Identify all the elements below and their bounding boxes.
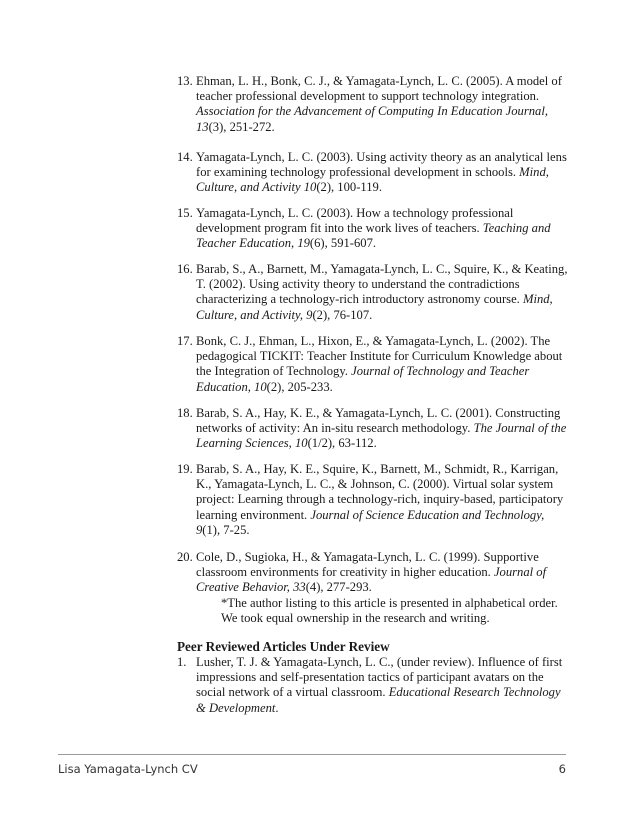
reference-authors-title: Yamagata-Lynch, L. C. (2003). How a technology professional development program fit into the work lives of teachers. xyxy=(196,206,514,236)
reference-authors-title: Barab, S., A., Barnett, M., Yamagata-Lynch, L. C., Squire, K., & Keating, T. (2002). Using activity theory to understand the contradictions characterizing a technology-rich introductory astronomy course. xyxy=(196,262,568,307)
reference-number: 15. xyxy=(177,206,193,220)
reference-text xyxy=(196,206,569,252)
reference-journal: Mind, Culture, and Activity 10 xyxy=(196,165,549,195)
review-number: 1. xyxy=(177,655,187,669)
reference-item-18 xyxy=(177,406,569,452)
reference-journal: Mind, Culture, and Activity, 9 xyxy=(196,292,553,322)
reference-item-19 xyxy=(177,462,569,538)
review-item-1 xyxy=(177,655,569,716)
footer-author: Lisa Yamagata-Lynch CV xyxy=(58,762,198,776)
reference-item-20 xyxy=(177,550,569,626)
reference-journal: Association for the Advancement of Computing In Education Journal, 13 xyxy=(196,104,548,134)
reference-text xyxy=(196,550,569,626)
reference-authors-title: Cole, D., Sugioka, H., & Yamagata-Lynch, L. C. (1999). Supportive classroom environments for creativity in higher education. xyxy=(196,550,539,580)
page-number: 6 xyxy=(558,762,566,776)
reference-journal: Journal of Technology and Teacher Education, 10 xyxy=(196,364,530,394)
reference-journal: Journal of Creative Behavior, 33 xyxy=(196,565,547,595)
reference-pages: (6), 591-607. xyxy=(309,236,377,251)
reference-text xyxy=(196,334,569,395)
reference-number: 14. xyxy=(177,150,193,164)
reference-number: 16. xyxy=(177,262,193,276)
reference-authors-title: Yamagata-Lynch, L. C. (2003). Using activity theory as an analytical lens for examining technology professional development in schools. xyxy=(196,150,567,180)
reference-pages: (1/2), 63-112. xyxy=(307,436,377,451)
section-heading: Peer Reviewed Articles Under Review xyxy=(177,639,390,654)
reference-item-15 xyxy=(177,206,569,252)
reference-authors-title: Barab, S. A., Hay, K. E., Squire, K., Barnett, M., Schmidt, R., Karrigan, K., Yamagata-Lynch, L. C., & Johnson, C. (2000). Virtual solar system project: Learning through a technology-rich, inquiry-based, participatory learning environment. xyxy=(196,462,564,522)
reference-journal: Journal of Science Education and Technology, 9 xyxy=(196,507,545,537)
reference-text xyxy=(196,150,569,196)
reference-pages: (4), 277-293. xyxy=(305,580,372,595)
reference-authors-title: Barab, S. A., Hay, K. E., & Yamagata-Lynch, L. C. (2001). Constructing networks of activity: An in-situ research methodology. xyxy=(196,406,561,436)
reference-authors-title: Ehman, L. H., Bonk, C. J., & Yamagata-Lynch, L. C. (2005). A model of teacher professional development to support technology integration. xyxy=(196,74,562,104)
reference-pages: (2), 76-107. xyxy=(312,307,373,322)
reference-item-16 xyxy=(177,262,569,323)
reference-number: 20. xyxy=(177,550,193,564)
review-period: . xyxy=(275,700,279,715)
author-note: *The author listing to this article is presented in alphabetical order. We took equal ownership in the research and writing. xyxy=(221,595,558,625)
reference-authors-title: Bonk, C. J., Ehman, L., Hixon, E., & Yamagata-Lynch, L. (2002). The pedagogical TICKIT: Teacher Institute for Curriculum Knowledge about the Integration of Technology. xyxy=(196,334,563,379)
review-authors-title: Lusher, T. J. & Yamagata-Lynch, L. C., (under review). Influence of first impressions and self-presentation tactics of participant avatars on the social network of a virtual classroom. xyxy=(196,655,563,700)
reference-number: 19. xyxy=(177,462,193,476)
reference-number: 17. xyxy=(177,334,193,348)
reference-item-14 xyxy=(177,150,569,196)
reference-pages: (3), 251-272. xyxy=(208,119,275,134)
reference-journal: Teaching and Teacher Education, 19 xyxy=(196,221,551,251)
reference-text xyxy=(196,406,569,452)
footer-divider xyxy=(58,754,566,755)
reference-item-13 xyxy=(177,74,569,135)
reference-pages: (2), 205-233. xyxy=(266,379,333,394)
review-text xyxy=(196,655,569,716)
review-journal: Educational Research Technology & Development xyxy=(196,685,561,715)
reference-number: 13. xyxy=(177,74,193,88)
reference-journal: The Journal of the Learning Sciences, 10 xyxy=(196,421,567,451)
reference-pages: (2), 100-119. xyxy=(316,180,382,195)
reference-text xyxy=(196,262,569,323)
reference-text xyxy=(196,462,569,538)
reference-item-17 xyxy=(177,334,569,395)
reference-pages: (1), 7-25. xyxy=(202,522,250,537)
reference-text xyxy=(196,74,569,135)
reference-number: 18. xyxy=(177,406,193,420)
